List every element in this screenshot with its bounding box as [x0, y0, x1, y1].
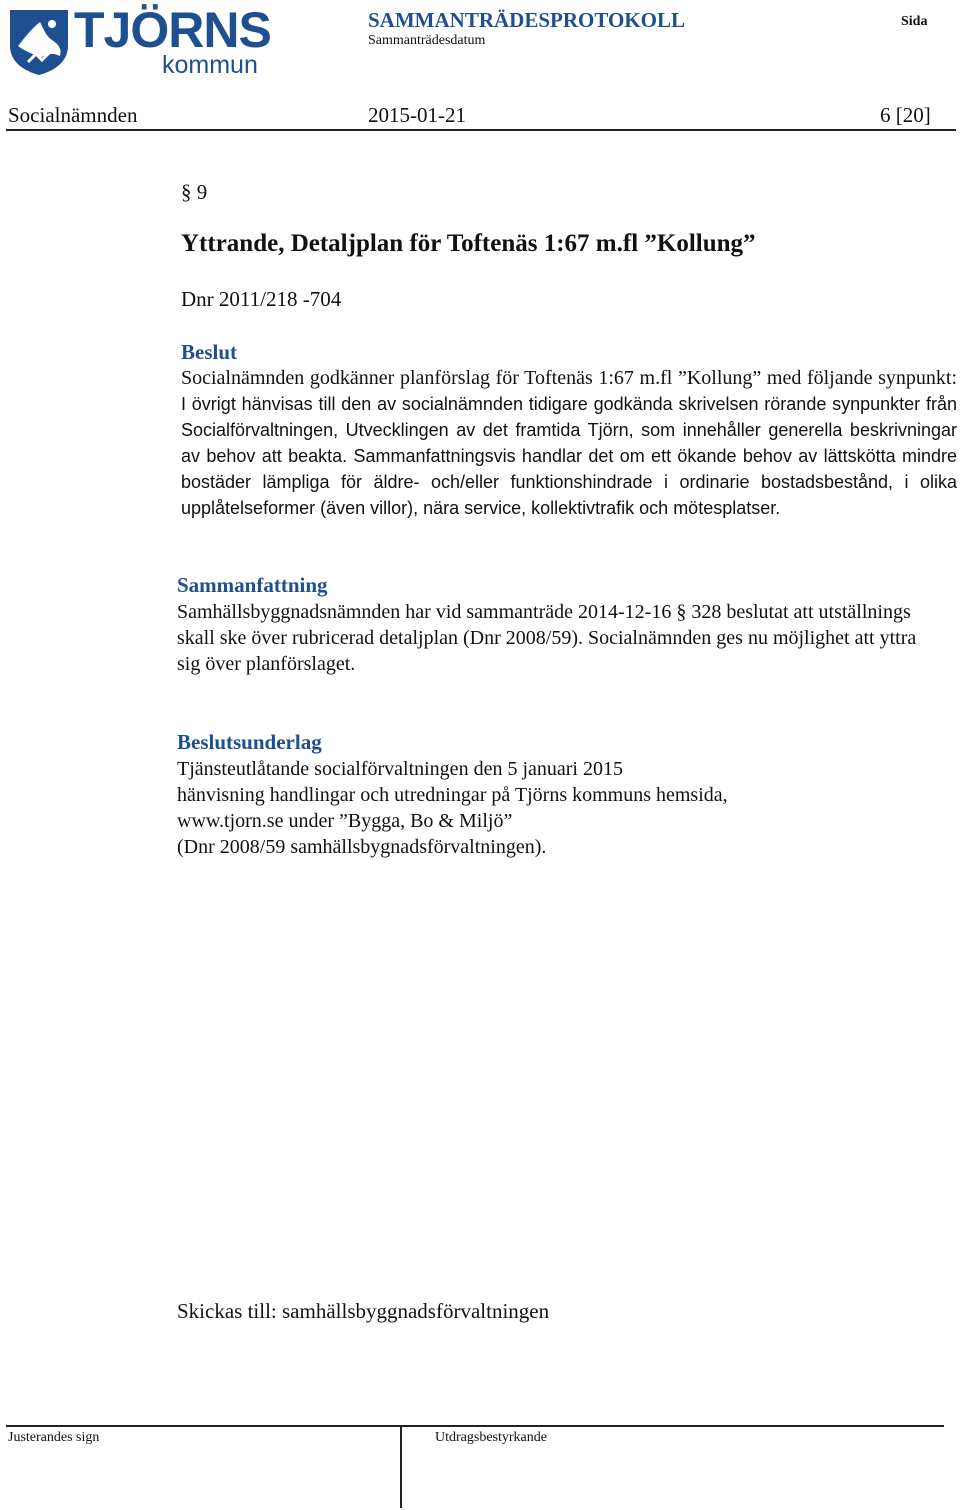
item-heading: Yttrande, Detaljplan för Toftenäs 1:67 m.fl ”Kollung” [181, 230, 756, 257]
footer-column-divider [400, 1425, 402, 1508]
beslutsunderlag-list [177, 756, 728, 860]
paragraph-number: § 9 [181, 180, 208, 204]
meeting-date-label: Sammanträdesdatum [368, 33, 486, 48]
document-title: SAMMANTRÄDESPROTOKOLL [368, 8, 685, 32]
meeting-date: 2015-01-21 [368, 103, 466, 127]
beslut-text-part1: Socialnämnden godkänner planförslag för Toftenäs 1:67 m.fl ”Kollung” med följande synpunkt: [181, 367, 957, 389]
sammanfattning-heading: Sammanfattning [177, 573, 328, 597]
distribution-line: Skickas till: samhällsbyggnadsförvaltningen [177, 1299, 550, 1323]
beslut-heading: Beslut [181, 340, 238, 364]
beslut-text-part2: I övrigt hänvisas till den av socialnämnden tidigare godkända skrivelsen rörande synpunkter från Socialförvaltningen, Utvecklingen av det framtida Tjörn, som innehåller generella beskrivningar av behov att beakta. Sammanfattningsvis handlar det om ett ökande behov av lättskötta mindre bostäder lämpliga för äldre- och/eller funktionshindrade i ordinarie bostadsbestånd, i olika upplåtelseformer (även villor), nära service, kollektivtrafik och mötesplatser. [181, 394, 957, 518]
list-item: hänvisning handlingar och utredningar på Tjörns kommuns hemsida, [177, 784, 728, 806]
coat-of-arms-icon [6, 6, 72, 76]
committee-name: Socialnämnden [8, 103, 138, 127]
header-divider [6, 129, 956, 131]
beslut-text [181, 365, 957, 521]
page-number: 6 [20] [880, 103, 931, 127]
list-item: Tjänsteutlåtande socialförvaltningen den 5 januari 2015 [177, 758, 623, 780]
sammanfattning-text: Samhällsbyggnadsnämnden har vid sammanträde 2014-12-16 § 328 beslutat att utställnings skall ske över rubricerad detaljplan (Dnr 2008/59). Socialnämnden ges nu möjlighet att yttra sig över planförslaget. [177, 601, 917, 675]
list-item: (Dnr 2008/59 samhällsbygnadsförvaltningen). [177, 836, 547, 858]
footer-divider [6, 1425, 944, 1427]
logo-wordmark: TJÖRNS [74, 2, 271, 58]
case-number: Dnr 2011/218 -704 [181, 287, 342, 311]
page-label: Sida [901, 14, 928, 29]
signature-label: Justerandes sign [8, 1430, 100, 1445]
extract-certification-label: Utdragsbestyrkande [435, 1430, 547, 1445]
logo-subtitle: kommun [162, 51, 258, 79]
beslutsunderlag-heading: Beslutsunderlag [177, 730, 322, 754]
list-item: www.tjorn.se under ”Bygga, Bo & Miljö” [177, 810, 513, 832]
